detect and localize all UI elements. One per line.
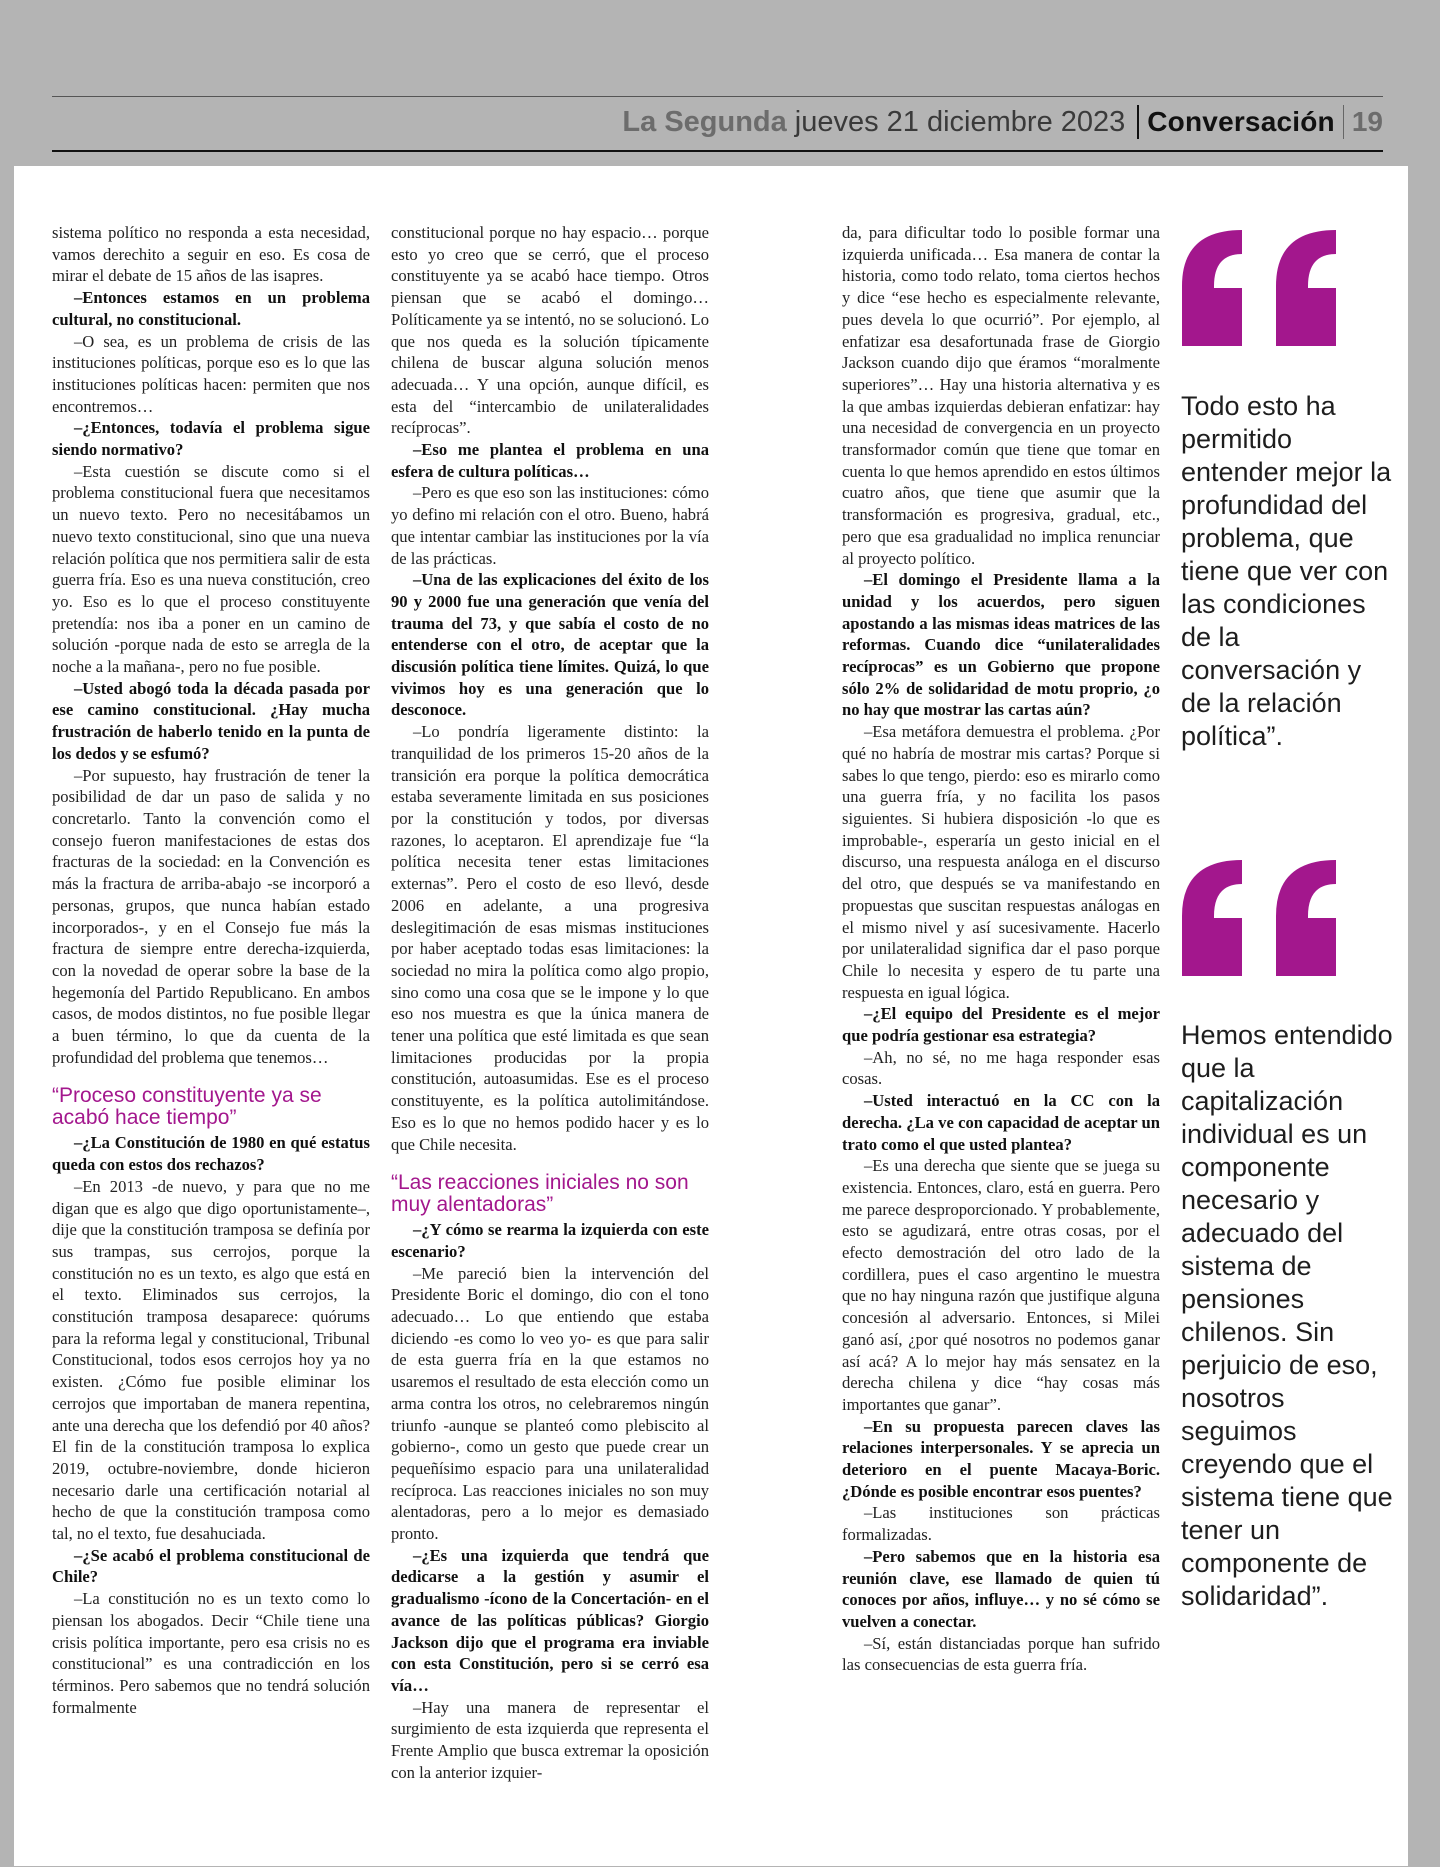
question-paragraph: –Pero sabemos que en la historia esa reunión clave, ese llamado de quien tú conoces por años, influye… y no sé cómo se vuelven a conectar. xyxy=(842,1546,1160,1631)
question-paragraph: –El domingo el Presidente llama a la unidad y los acuerdos, pero siguen apostando a las mismas ideas matrices de las reformas. Cuando dice “unilateralidades recíprocas” es un Gobierno que propone sólo 2% de solidaridad de motu proprio, ¿o no hay que mostrar las cartas aún? xyxy=(842,570,1160,720)
question-paragraph: –Una de las explicaciones del éxito de los 90 y 2000 fue una generación que venía del trauma del 73, y que sabía el costo de no entenderse con el otro, de aceptar que la discusión política tiene límites. Quizá, lo que vivimos hoy es una generación que lo desconoce. xyxy=(391,570,709,720)
pull-quote-1 xyxy=(1181,390,1396,753)
question-paragraph: –¿El equipo del Presidente es el mejor que podría gestionar esa estrategia? xyxy=(842,1004,1160,1046)
answer-paragraph: –Sí, están distanciadas porque han sufrido las consecuencias de esta guerra fría. xyxy=(842,1633,1160,1675)
article-column-3 xyxy=(842,222,1160,1676)
question-paragraph: –Eso me plantea el problema en una esfera de cultura políticas… xyxy=(391,440,709,481)
answer-paragraph: –La constitución no es un texto como lo piensan los abogados. Decir “Chile tiene una crisis política importante, pero esa crisis no es constitucional” es una contradicción en los términos. Pero sabemos que no tendrá solución formalmente xyxy=(52,1589,370,1717)
page-number: 19 xyxy=(1351,106,1383,137)
answer-paragraph: constitucional porque no hay espacio… porque esto yo creo que se cerró, que el proceso constituyente ya se acabó hace tiempo. Otros piensan que se acabó el domingo… Políticamente ya se intentó, no se solucionó. Lo que nos queda es la solución típicamente chilena de buscar alguna solución menos adecuada… Y una opción, aunque difícil, es esta del “intercambio de unilateralidades recíprocas”. xyxy=(391,223,709,438)
masthead-top-rule xyxy=(52,96,1383,97)
question-paragraph: –Usted interactuó en la CC con la derecha. ¿La ve con capacidad de aceptar un trato como el que usted plantea? xyxy=(842,1091,1160,1154)
issue-date: jueves 21 diciembre 2023 xyxy=(794,105,1126,138)
masthead-divider xyxy=(1137,105,1139,139)
answer-paragraph: –Las instituciones son prácticas formalizadas. xyxy=(842,1503,1160,1545)
answer-paragraph: –Esa metáfora demuestra el problema. ¿Por qué no habría de mostrar mis cartas? Porque si sabes lo que tengo, pierdo: eso es mirarlo como una guerra fría, y no facilita los pasos siguientes. Si hubiera disposición -lo que es improbable-, esperaría un gesto inicial en el discurso, una respuesta análoga en el discurso del otro, que después se va manifestando en propuestas que suscitan respuestas análogas en el mismo nivel y así sucesivamente. Hacerlo por unilateralidad significa dar el paso porque Chile lo necesita y espero de tu parte una respuesta en igual lógica. xyxy=(842,722,1160,1002)
quote-mark-icon xyxy=(1180,858,1340,978)
subheading: “Las reacciones iniciales no son muy alentadoras” xyxy=(391,1171,689,1217)
answer-paragraph: –Hay una manera de representar el surgimiento de esta izquierda que representa el Frente Amplio que busca extremar la oposición con la anterior izquier- xyxy=(391,1697,709,1782)
answer-paragraph: –Por supuesto, hay frustración de tener la posibilidad de dar un paso de salida y no concretarlo. Tanto la convención como el consejo fueron manifestaciones de estas dos fracturas de la sociedad: en la Convención es más la fractura de arriba-abajo -se incorporó a personas, grupos, que nunca habían estado incorporados-, y en el Consejo fue más la fractura de siempre entre derecha-izquierda, con la novedad de operar sobre la base de la hegemonía del Partido Republicano. En ambos casos, de modos distintos, no fue posible llegar a buen término, lo que da cuenta de la profundidad del problema que tenemos… xyxy=(52,765,370,1067)
answer-paragraph: da, para dificultar todo lo posible formar una izquierda unificada… Esa manera de contar la historia, como todo relato, toma ciertos hechos y dice “ese hecho es especialmente relevante, pues devela lo que ocurrió”. Por ejemplo, al enfatizar esa desafortunada frase de Giorgio Jackson cuando dijo que éramos “moralmente superiores”… Hay una historia alternativa y es la que ambas izquierdas debieran enfatizar: hay una necesidad de convergencia en un proyecto transformador común que tiene que tomar en cuenta lo que hemos aprendido en estos últimos cuatro años, que tiene que asumir que la transformación es progresiva, gradual, etc., pero que esa gradualidad no implica renunciar al proyecto político. xyxy=(842,223,1160,568)
answer-paragraph: –Ah, no sé, no me haga responder esas cosas. xyxy=(842,1047,1160,1089)
answer-paragraph: sistema político no responda a esta necesidad, vamos derechito a seguir en eso. Es cosa de mirar el debate de 15 años de las isapres. xyxy=(52,223,370,286)
pull-quote-text: Todo esto ha permitido entender mejor la profundidad del problema, que tiene que ver con las condiciones de la conversación y de la relación política”. xyxy=(1181,391,1392,751)
article-column-1 xyxy=(52,222,370,1718)
pull-quote-2 xyxy=(1181,1019,1396,1613)
answer-paragraph: –Es una derecha que siente que se juega su existencia. Entonces, claro, está en guerra. Pero me parece desproporcionado. Y probablemente, esto se agudizará, entre otras cosas, por el efecto demostración del otro lado de la cordillera, pues el caso argentino le muestra que no hay ninguna razón que justifique alguna concesión al adversario. Entonces, si Milei ganó así, ¿por qué nosotros no podemos ganar así acá? A lo mejor hay más sensatez en la derecha chilena y dice “hay cosas más importantes que ganar”. xyxy=(842,1156,1160,1414)
question-paragraph: –¿Y cómo se rearma la izquierda con este escenario? xyxy=(391,1220,709,1261)
newspaper-name: La Segunda xyxy=(622,105,787,138)
article-column-2 xyxy=(391,222,709,1784)
question-paragraph: –¿La Constitución de 1980 en qué estatus queda con estos dos rechazos? xyxy=(52,1133,370,1175)
question-paragraph: –En su propuesta parecen claves las relaciones interpersonales. Y se aprecia un deterioro en el puente Macaya-Boric. ¿Dónde es posible encontrar esos puentes? xyxy=(842,1416,1160,1501)
answer-paragraph: –Pero es que eso son las instituciones: cómo yo defino mi relación con el otro. Bueno, habrá que intentar cambiar las instituciones por la vía de las prácticas. xyxy=(391,483,709,568)
question-paragraph: –Entonces estamos en un problema cultural, no constitucional. xyxy=(52,288,370,329)
answer-paragraph: –Esta cuestión se discute como si el problema constitucional fuera que necesitamos un nuevo texto. Pero no necesitábamos un nuevo texto constitucional, sino que una nueva relación política que nos permitiera salir de esta guerra fría. Eso es una nueva constitución, creo yo. Eso es lo que el proceso constituyente pretendía: nos iba a poner en un camino de solución -porque nada de esto se arregla de la noche a la mañana-, pero no fue posible. xyxy=(52,461,370,677)
subheading: “Proceso constituyente ya se acabó hace tiempo” xyxy=(52,1084,322,1130)
pull-quote-text: Hemos entendido que la capitalización individual es un componente necesario y adecuado del sistema de pensiones chilenos. Sin perjuicio de eso, nosotros seguimos creyendo que el sistema tiene que tener un componente de solidaridad”. xyxy=(1181,1020,1393,1611)
question-paragraph: –Usted abogó toda la década pasada por ese camino constitucional. ¿Hay mucha frustración de haberlo tenido en la punta de los dedos y se esfumó? xyxy=(52,678,370,763)
answer-paragraph: –Lo pondría ligeramente distinto: la tranquilidad de los primeros 15-20 años de la transición era porque la política democrática estaba severamente limitada en sus posiciones por la constitución y todos, por diversas razones, lo aceptaron. El aprendizaje fue “la política necesita tener estas limitaciones externas”. Pero el costo de eso llevó, desde 2006 en adelante, a una progresiva deslegitimación de esas mismas instituciones por haber aceptado todas esas limitaciones: la sociedad no mira la política como algo propio, sino como una cosa que se le impone y lo que eso nos muestra es que la única manera de tener una política que esté limitada es que sean limitaciones producidas por la propia constitución, autoasumidas. Ese es el proceso constituyente, es la política autolimitándose. Eso es lo que no hemos podido hacer y es lo que Chile necesita. xyxy=(391,722,709,1154)
masthead-bottom-rule xyxy=(52,150,1383,152)
quote-mark-icon xyxy=(1180,228,1340,348)
question-paragraph: –¿Es una izquierda que tendrá que dedicarse a la gestión y asumir el gradualismo -ícono de la Concertación- en el avance de las políticas públicas? Giorgio Jackson dijo que el programa era inviable con esta Constitución, pero si se cerró esa vía… xyxy=(391,1545,709,1695)
masthead xyxy=(52,98,1383,146)
masthead-divider-2 xyxy=(1343,105,1344,139)
answer-paragraph: –Me pareció bien la intervención del Presidente Boric el domingo, dio con el tono adecuado… Lo que entiendo que estaba diciendo -es como lo veo yo- es que para salir de esta guerra fría en la que estamos no usaremos el resultado de esta elección como un arma contra los otros, no celebraremos ningún triunfo -aunque se planteó como plebiscito al gobierno-, como un gesto que puede crear un pequeñísimo espacio para una unilateralidad recíproca. Las reacciones iniciales no son muy alentadoras, pero a lo mejor es demasiado pronto. xyxy=(391,1263,709,1544)
question-paragraph: –¿Entonces, todavía el problema sigue siendo normativo? xyxy=(52,418,370,460)
question-paragraph: –¿Se acabó el problema constitucional de Chile? xyxy=(52,1545,370,1587)
answer-paragraph: –O sea, es un problema de crisis de las instituciones políticas, porque eso es lo que las instituciones políticas hacen: permiten que nos encontremos… xyxy=(52,331,370,416)
answer-paragraph: –En 2013 -de nuevo, y para que no me digan que es algo que digo oportunistamente–, dije que la constitución tramposa se definía por sus trampas, sus cerrojos, porque la constitución no es un texto, es algo que está en el texto. Eliminados sus cerrojos, la constitución tramposa desaparece: quórums para la reforma legal y constitucional, Tribunal Constitucional, todos esos cerrojos hoy ya no existen. ¿Cómo fue posible eliminar los cerrojos que importaban de manera repentina, ante una derecha que los defendió por 40 años? El fin de la constitución tramposa lo explica 2019, octubre-noviembre, donde hicieron necesario darle una certificación notarial al hecho de que la constitución tramposa como tal, no el texto, fue desahuciada. xyxy=(52,1176,370,1544)
section-name: Conversación xyxy=(1147,106,1335,137)
